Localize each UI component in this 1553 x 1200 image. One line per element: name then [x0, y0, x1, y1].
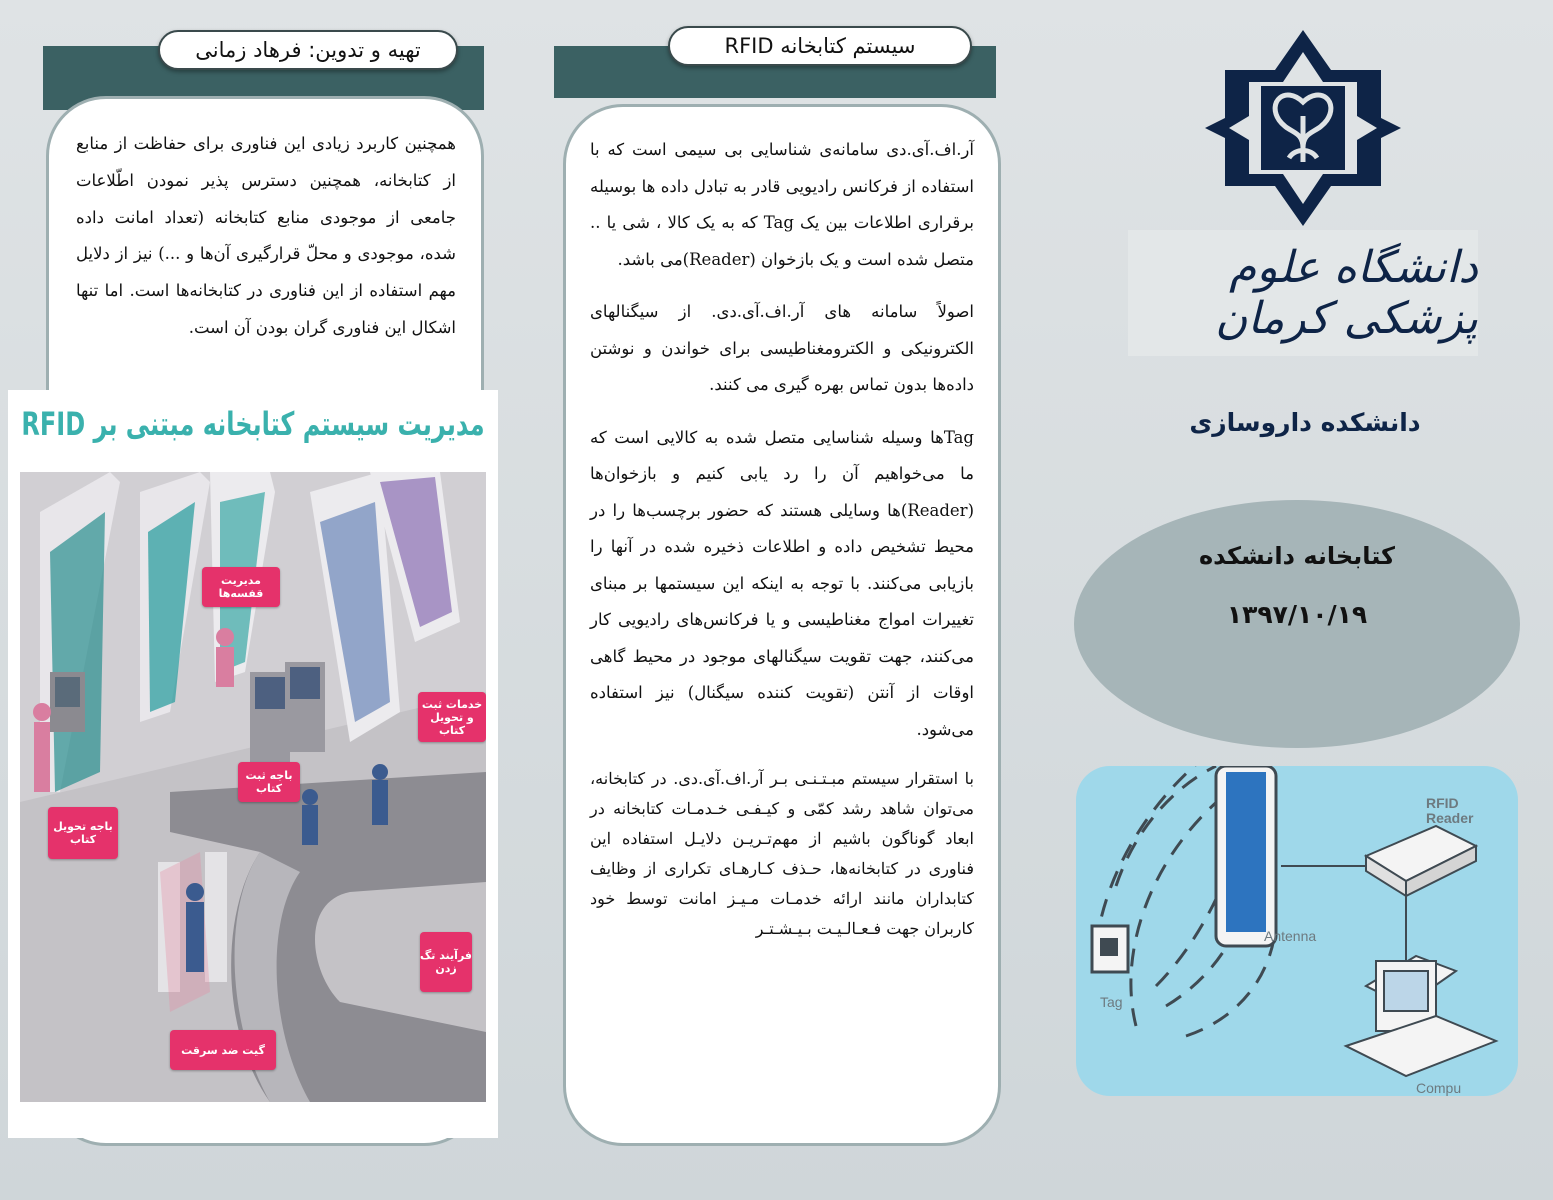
middle-paragraph-3: Tagها وسیله شناسایی متصل شده به کالایی است که ما می‌خواهیم آن را رد یابی کنیم و بازخوان‌ها (Reader)ها وسایلی هستند که حضور برچسب‌ها را در محیط تشخیص داده و اطلاعات ذخیره شده در آنها را بازیابی می‌کنند. با توجه به اینکه این سیستمها بر مبنای تغییرات امواج مغناطیسی و یا فرکانس‌های رادیویی کار می‌کنند، جهت تقویت سیگنالهای موجود در محیط گاهی اوقات از آنتن (تقویت کننده سیگنال) نیز استفاده می‌شود.	[590, 427, 974, 739]
diagram-label-reader: RFID Reader	[1426, 795, 1474, 826]
library-date: ۱۳۹۷/۱۰/۱۹	[1226, 600, 1368, 629]
library-title: کتابخانه دانشکده	[1199, 542, 1395, 570]
diagram-label-computer: Compu	[1416, 1080, 1462, 1096]
university-logo-icon	[1205, 30, 1401, 226]
library-infographic	[8, 390, 498, 1138]
middle-paragraph-2: اصولاً سامانه های آر.اف.آی.دی. از سیگنالهای الکترونیکی و الکترومغناطیسی برای خواندن و نوشتن داده‌ها بدون تماس بهره گیری می کنند.	[590, 302, 974, 394]
university-name: دانشگاه علوم پزشکی کرمان	[1128, 230, 1478, 356]
label-registration-desk: باجه ثبت کتاب	[238, 762, 300, 802]
label-anti-theft-gate: گیت ضد سرقت	[170, 1030, 276, 1070]
middle-paragraph-1: آر.اف.آی.دی سامانه‌ی شناسایی بی سیمی است که با استفاده از فرکانس رادیویی قادر به تبادل داده ها بوسیله برقراری اطلاعات بین یک Tag که به یک کالا ، شی یا .. متصل شده است و یک بازخوان (Reader)می باشد.	[590, 140, 975, 269]
library-scene	[20, 472, 486, 1102]
left-header-title: تهیه و تدوین: فرهاد زمانی	[158, 30, 458, 70]
infographic-title: مدیریت سیستم کتابخانه مبتنی بر RFID	[21, 405, 485, 443]
middle-text	[590, 132, 974, 960]
middle-header-title: سیستم کتابخانه RFID	[668, 26, 972, 66]
rfid-diagram	[1076, 766, 1518, 1096]
middle-paragraph-4: با استقرار سیستم مبـتـنـی بـر آر.اف.آی.دی. در کتابخانه، می‌توان شاهد رشد کمّی و کیـفـی خـدمـات کتابخانه در ابعاد گوناگون باشیم از مهم‌تـریـن دلایـل استفاده این فناوری در کتابخانه‌ها، حـذف کـارهـای تکراری از وظایف کتابداران مانند ارائه خدمـات مـیـز امانت توسط خود کاربران جهت فـعـالـیـت بـیـشـتـر	[590, 769, 974, 938]
label-tagging-process: فرآیند تگ زدن	[420, 932, 472, 992]
diagram-label-antenna: Antenna	[1264, 928, 1317, 944]
left-text	[76, 126, 456, 363]
faculty-name: دانشکده داروسازی	[1189, 408, 1421, 437]
label-shelf-management: مدیریت قفسه‌ها	[202, 567, 280, 607]
diagram-label-tag: Tag	[1100, 994, 1123, 1010]
label-return-desk: باجه تحویل کتاب	[48, 807, 118, 859]
left-paragraph: همچنین کاربرد زیادی این فناوری برای حفاظت از منابع از کتابخانه، همچنین دسترس پذیر نمودن اطّلاعات جامعی از موجودی منابع کتابخانه (تعداد امانت داده شده، موجودی و محلّ قرارگیری آن‌ها و ...) نیز از دلایل مهم استفاده از این فناوری در کتابخانه‌ها است. اما تنها اشکال این فناوری گران بودن آن است.	[76, 134, 456, 337]
label-registration-services: خدمات ثبت و تحویل کتاب	[418, 692, 486, 742]
